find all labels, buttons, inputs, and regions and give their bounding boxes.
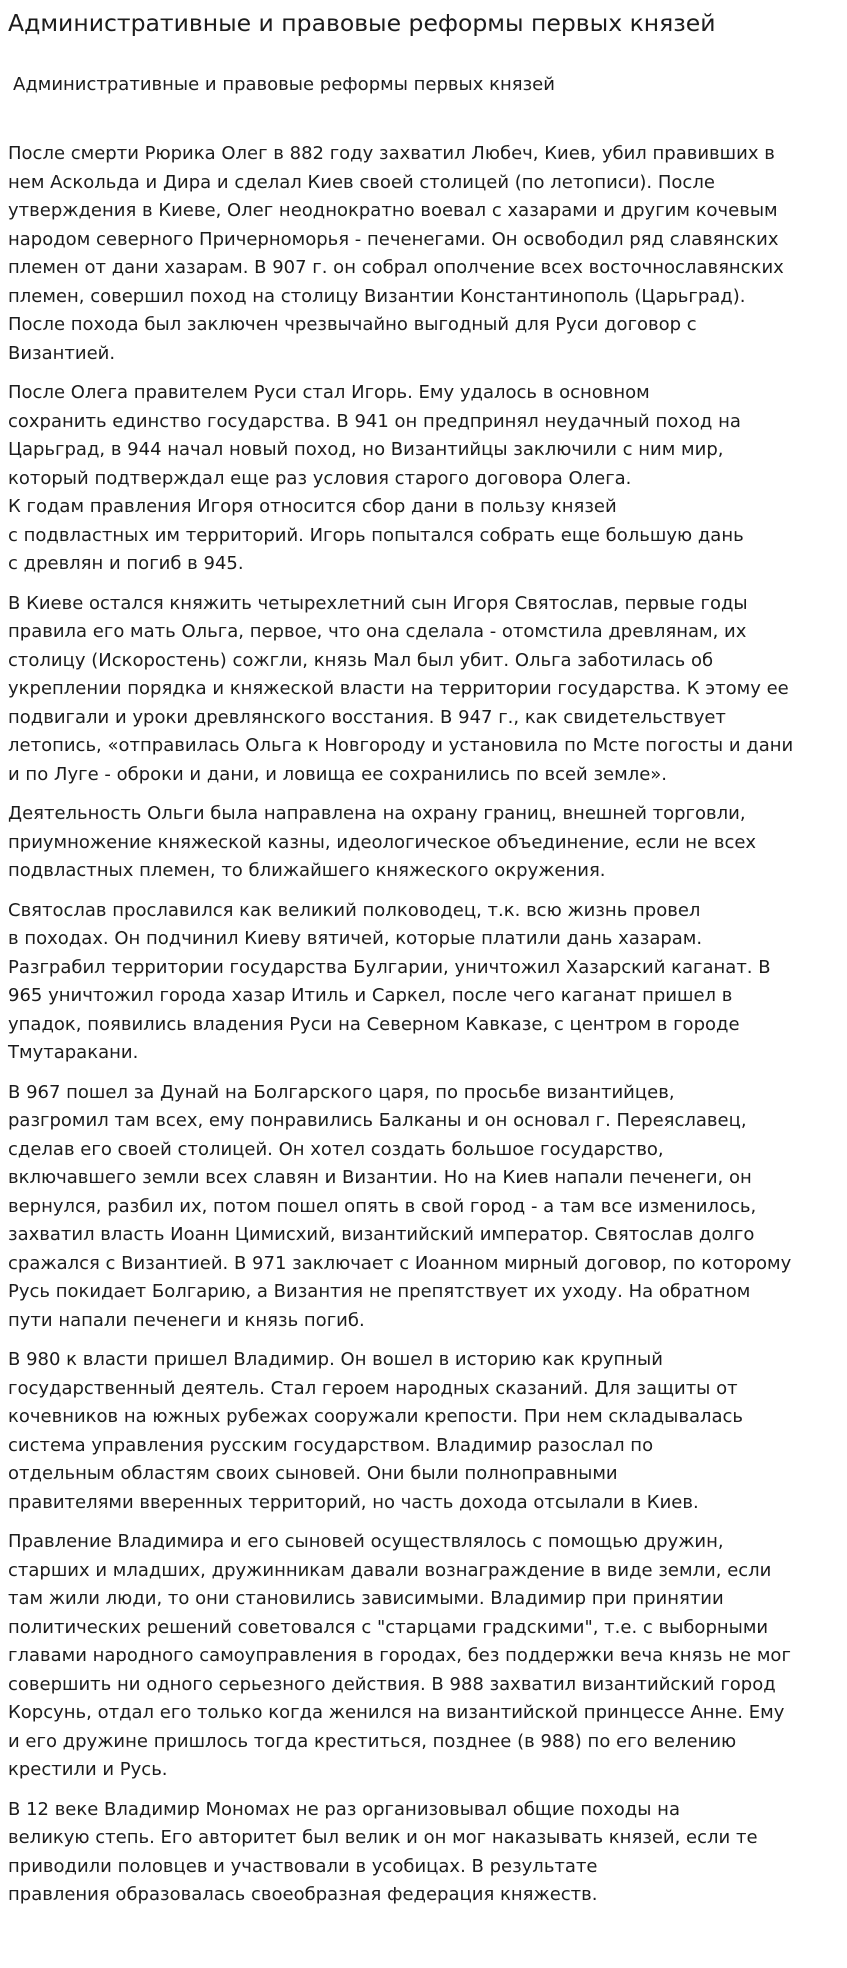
paragraph-line: Деятельность Ольги была направлена на охрану границ, внешней торговли, xyxy=(8,803,746,824)
paragraph-line: Святослав прославился как великий полководец, т.к. всю жизнь провел xyxy=(8,899,701,921)
page-subtitle: Административные и правовые реформы первых князей xyxy=(13,74,555,95)
paragraph-line: старших и младших, дружинникам давали вознаграждение в виде земли, если xyxy=(8,1559,772,1581)
article-body xyxy=(8,140,839,1910)
paragraph xyxy=(8,590,839,790)
paragraph-line: совершить ни одного серьезного действия. В 988 захватил византийский город xyxy=(8,1673,776,1695)
paragraph-line: захватил власть Иоанн Цимисхий, византийский император. Святослав долго xyxy=(8,1224,755,1245)
paragraph xyxy=(8,1528,839,1785)
paragraph-line: кочевников на южных рубежах сооружали крепости. При нем складывалась xyxy=(8,1406,744,1427)
paragraph xyxy=(8,1079,839,1336)
paragraph-line: вернулся, разбил их, потом пошел опять в свой город - а там все изменилось, xyxy=(8,1195,757,1217)
paragraph-line: система управления русским государством. Владимир разослал по xyxy=(8,1434,654,1456)
paragraph-line: пути напали печенеги и князь погиб. xyxy=(8,1309,365,1331)
paragraph-line: упадок, появились владения Руси на Северном Кавказе, с центром в городе xyxy=(8,1013,740,1035)
paragraph-line: летопись, «отправилась Ольга к Новгороду и установила по Мсте погосты и дани xyxy=(8,735,794,756)
paragraph-line: главами народного самоуправления в городах, без поддержки веча князь не мог xyxy=(8,1645,791,1666)
paragraph-line: Русь покидает Болгарию, а Византия не препятствует их уходу. На обратном xyxy=(8,1281,751,1302)
paragraph-line: народом северного Причерноморья - печенегами. Он освободил ряд славянских xyxy=(8,228,779,250)
paragraph-line: В Киеве остался княжить четырехлетний сын Игоря Святослав, первые годы xyxy=(8,592,748,614)
paragraph-line: В 12 веке Владимир Мономах не раз организовывал общие походы на xyxy=(8,1798,680,1820)
paragraph-line: с древлян и погиб в 945. xyxy=(8,553,244,574)
paragraph-line: отдельным областям своих сыновей. Они были полноправными xyxy=(8,1463,618,1484)
paragraph-line: нем Аскольда и Дира и сделал Киев своей столицей (по летописи). После xyxy=(8,171,715,193)
paragraph-line: подвигали и уроки древлянского восстания. В 947 г., как свидетельствует xyxy=(8,706,726,728)
paragraph-line: в походах. Он подчинил Киеву вятичей, которые платили дань хазарам. xyxy=(8,928,703,949)
paragraph-line: Правление Владимира и его сыновей осуществлялось с помощью дружин, xyxy=(8,1531,724,1552)
paragraph-line: К годам правления Игоря относится сбор дани в пользу князей xyxy=(8,496,617,517)
paragraph xyxy=(8,140,839,368)
paragraph-line: с подвластных им территорий. Игорь попытался собрать еще большую дань xyxy=(8,524,744,546)
paragraph-line: правила его мать Ольга, первое, что она сделала - отомстила древлянам, их xyxy=(8,621,747,642)
paragraph-line: разгромил там всех, ему понравились Балканы и он основал г. Переяславец, xyxy=(8,1110,747,1131)
paragraph-line: В 967 пошел за Дунай на Болгарского царя, по просьбе византийцев, xyxy=(8,1081,675,1103)
paragraph-line: 965 уничтожил города хазар Итиль и Саркел, после чего каганат пришел в xyxy=(8,985,733,1006)
paragraph-line: сделав его своей столицей. Он хотел создать большое государство, xyxy=(8,1138,664,1160)
paragraph-line: сохранить единство государства. В 941 он предпринял неудачный поход на xyxy=(8,410,741,432)
paragraph-line: Разграбил территории государства Булгарии, уничтожил Хазарский каганат. В xyxy=(8,956,771,978)
paragraph-line: правления образовалась своеобразная федерация княжеств. xyxy=(8,1884,598,1905)
paragraph-line: сражался с Византией. В 971 заключает с Иоанном мирный договор, по которому xyxy=(8,1252,792,1274)
paragraph-line: который подтверждал еще раз условия старого договора Олега. xyxy=(8,467,632,489)
paragraph-line: После смерти Рюрика Олег в 882 году захватил Любеч, Киев, убил правивших в xyxy=(8,143,775,164)
paragraph-line: там жили люди, то они становились зависимыми. Владимир при принятии xyxy=(8,1588,724,1609)
page-title: Административные и правовые реформы первых князей xyxy=(8,9,716,37)
paragraph xyxy=(8,1796,839,1910)
paragraph-line: После Олега правителем Руси стал Игорь. Ему удалось в основном xyxy=(8,382,650,403)
paragraph-line: Тмутаракани. xyxy=(8,1042,139,1063)
paragraph-line: В 980 к власти пришел Владимир. Он вошел в историю как крупный xyxy=(8,1349,663,1370)
paragraph-line: включавшего земли всех славян и Византии. Но на Киев напали печенеги, он xyxy=(8,1167,752,1188)
paragraph-line: подвластных племен, то ближайшего княжеского окружения. xyxy=(8,860,606,881)
paragraph-line: государственный деятель. Стал героем народных сказаний. Для защиты от xyxy=(8,1377,738,1399)
paragraph-line: После похода был заключен чрезвычайно выгодный для Руси договор с xyxy=(8,314,697,335)
paragraph-line: столицу (Искоростень) сожгли, князь Мал был убит. Ольга заботилась об xyxy=(8,649,714,671)
paragraph-line: правителями вверенных территорий, но часть дохода отсылали в Киев. xyxy=(8,1491,699,1513)
paragraph xyxy=(8,897,839,1068)
paragraph-line: политических решений советовался с "старцами градскими", т.е. с выборными xyxy=(8,1616,769,1638)
paragraph xyxy=(8,379,839,579)
paragraph-line: и его дружине пришлось тогда креститься, позднее (в 988) по его велению xyxy=(8,1730,737,1752)
paragraph-line: утверждения в Киеве, Олег неоднократно воевал с хазарами и другим кочевым xyxy=(8,200,778,221)
paragraph-line: Византией. xyxy=(8,342,116,364)
paragraph xyxy=(8,800,839,886)
paragraph-line: великую степь. Его авторитет был велик и он мог наказывать князей, если те xyxy=(8,1827,758,1848)
paragraph-line: Корсунь, отдал его только когда женился на византийской принцессе Анне. Ему xyxy=(8,1702,785,1723)
paragraph xyxy=(8,1346,839,1517)
paragraph-line: Царьград, в 944 начал новый поход, но Византийцы заключили с ним мир, xyxy=(8,439,724,460)
paragraph-line: приводили половцев и участвовали в усобицах. В результате xyxy=(8,1855,598,1877)
paragraph-line: крестили и Русь. xyxy=(8,1759,168,1780)
paragraph-line: племен, совершил поход на столицу Византии Константинополь (Царьград). xyxy=(8,285,746,307)
paragraph-line: укреплении порядка и княжеской власти на территории государства. К этому ее xyxy=(8,678,789,699)
paragraph-line: приумножение княжеской казны, идеологическое объединение, если не всех xyxy=(8,831,757,853)
paragraph-line: племен от дани хазарам. В 907 г. он собрал ополчение всех восточнославянских xyxy=(8,257,784,278)
paragraph-line: и по Луге - оброки и дани, и ловища ее сохранились по всей земле». xyxy=(8,763,668,785)
